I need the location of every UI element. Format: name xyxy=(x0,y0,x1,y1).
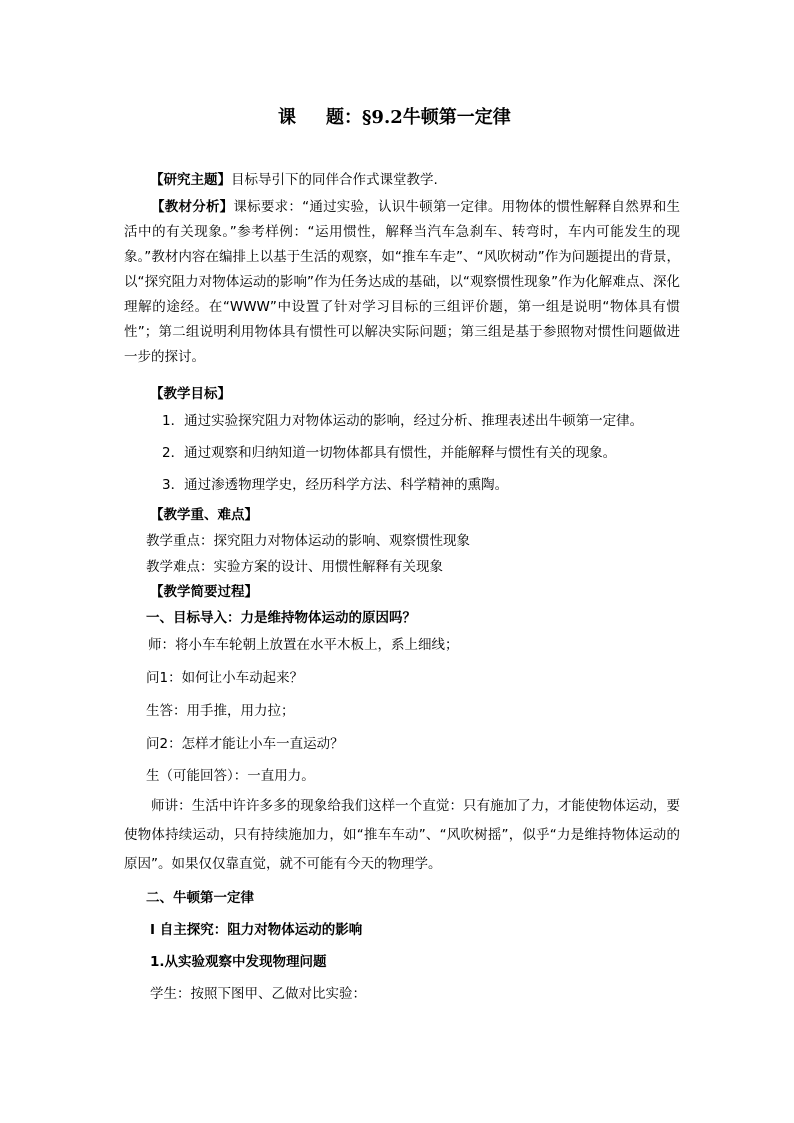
dialog-line-3: 生答：用手推，用力拉； xyxy=(146,703,295,719)
title-label-2: 题： xyxy=(326,107,362,128)
subsection-heading: Ⅰ 自主探究：阻力对物体运动的影响 xyxy=(150,922,363,938)
title-text: §9.2牛顿第一定律 xyxy=(362,107,511,128)
page-title xyxy=(278,106,511,130)
dialog-line-5: 生（可能回答）：一直用力。 xyxy=(146,768,315,784)
keypoints-heading: 【教学重、难点】 xyxy=(150,507,258,523)
goal-item-2: 2．通过观察和归纳知道一切物体都具有惯性，并能解释与惯性有关的现象。 xyxy=(162,445,617,461)
student-line: 学生：按照下图甲、乙做对比实验： xyxy=(150,986,366,1002)
goal-item-1: 1．通过实验探究阻力对物体运动的影响，经过分析、推理表述出牛顿第一定律。 xyxy=(162,413,644,429)
key-point: 教学重点：探究阻力对物体运动的影响、观察惯性现象 xyxy=(146,533,470,549)
goal-item-3: 3．通过渗透物理学史，经历科学方法、科学精神的熏陶。 xyxy=(162,477,509,493)
dialog-line-2: 问1：如何让小车动起来？ xyxy=(146,670,304,686)
subsection-2-heading: 1.从实验观察中发现物理问题 xyxy=(150,954,327,970)
dialog-line-1: 师：将小车车轮朝上放置在水平木板上，系上细线； xyxy=(148,637,459,653)
analysis-heading: 【教材分析】 xyxy=(151,199,234,215)
title-label-1: 课 xyxy=(278,107,296,128)
topic-heading: 【研究主题】 xyxy=(150,172,231,188)
goals-heading: 【教学目标】 xyxy=(150,386,231,402)
process-heading: 【教学简要过程】 xyxy=(150,584,258,600)
analysis-paragraph xyxy=(124,195,680,370)
section-1-heading: 一、目标导入：力是维持物体运动的原因吗？ xyxy=(146,610,416,626)
difficult-point: 教学难点：实验方案的设计、用惯性解释有关现象 xyxy=(146,559,443,575)
topic-line xyxy=(150,170,710,190)
analysis-text: 课标要求：“通过实验，认识牛顿第一定律。用物体的惯性解释自然界和生活中的有关现象。”参考样例：“运用惯性，解释当汽车急刹车、转弯时，车内可能发生的现象。”教材内容在编排上以基于生活的观察，如“推车车走”、“风吹树动”作为问题提出的背景，以“探究阻力对物体运动的影响”作为任务达成的基础，以“观察惯性现象”作为化解难点、深化理解的途经。在“WWW”中设置了针对学习目标的三组评价题，第一组是说明“物体具有惯性”；第二组说明利用物体具有惯性可以解决实际问题；第三组是基于参照物对惯性问题做进一步的探讨。 xyxy=(124,199,680,365)
topic-text: 目标导引下的同伴合作式课堂教学. xyxy=(231,172,438,188)
section-2-heading: 二、牛顿第一定律 xyxy=(146,890,254,906)
dialog-line-4: 问2：怎样才能让小车一直运动？ xyxy=(146,736,344,752)
lecture-paragraph: 师讲：生活中许许多多的现象给我们这样一个直觉：只有施加了力，才能使物体运动，要使物体持续运动，只有持续施加力，如“推车车动”、“风吹树摇”，似乎“力是维持物体运动的原因”。如果仅仅靠直觉，就不可能有今天的物理学。 xyxy=(124,798,680,872)
